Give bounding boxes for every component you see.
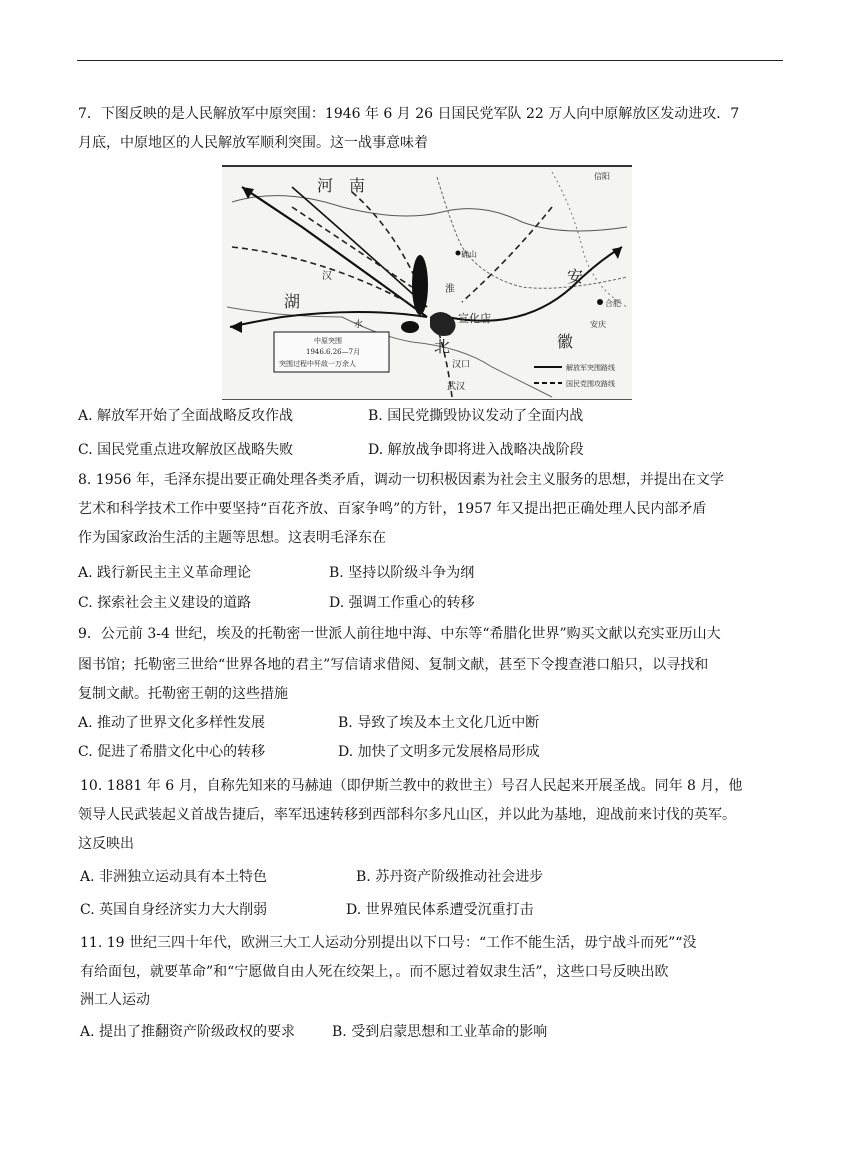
breakout-arrow-north — [292, 187, 427, 307]
header-rule — [77, 60, 783, 61]
label-jiangshan: 确山 — [461, 250, 477, 259]
kmt-arrow-north — [292, 207, 412, 287]
label-anhui-1: 安 — [567, 267, 584, 286]
annotation-line3: 突围过程中歼敌一万余人 — [279, 360, 356, 368]
q9-option-d: D. 加快了文明多元发展格局形成 — [338, 744, 540, 760]
q9-option-c: C. 促进了希腊文化中心的转移 — [78, 744, 266, 760]
province-border — [552, 172, 627, 307]
q10-option-c: C. 英国自身经济实力大大削弱 — [80, 902, 268, 918]
q8-option-c: C. 探索社会主义建设的道路 — [78, 595, 252, 611]
city-marker — [456, 251, 461, 256]
annotation-line2: 1946.6.26—7月 — [306, 348, 361, 356]
q11-stem-line1: 11. 19 世纪三四十年代，欧洲三大工人运动分别提出以下口号：“工作不能生活，毋宁战斗而死”“没 — [80, 935, 697, 951]
label-hefei: 合肥 — [605, 299, 621, 308]
q9-stem-line1: 9．公元前 3-4 世纪，埃及的托勒密一世派人前往地中海、中东等“希腊化世界”购买文献以充实亚历山大 — [78, 626, 721, 642]
q10-stem-line3: 这反映出 — [78, 836, 134, 852]
province-border — [437, 177, 627, 288]
label-henan: 河 南 — [317, 176, 366, 195]
label-han: 汉 — [322, 271, 332, 282]
q10-option-b: B. 苏丹资产阶级推动社会进步 — [356, 869, 544, 885]
encircled-area — [412, 255, 428, 315]
label-hubei-1: 湖 — [284, 292, 301, 311]
city-marker — [597, 299, 603, 305]
q9-option-a: A. 推动了世界文化多样性发展 — [78, 715, 266, 731]
zhongyuan-breakout-map — [222, 165, 632, 400]
river-line — [232, 196, 627, 231]
q11-stem-line3: 洲工人运动 — [80, 992, 150, 1008]
label-shui: 水 — [354, 320, 364, 330]
xuanhuadian-zone — [430, 312, 456, 336]
encircled-area — [401, 321, 419, 333]
q11-option-a: A. 提出了推翻资产阶级政权的要求 — [80, 1024, 296, 1040]
q7-stem-line1: 7．下图反映的是人民解放军中原突围：1946 年 6 月 26 日国民党军队 22 万人向中原解放区发动进攻．7 — [78, 106, 740, 122]
legend-label-1: 解放军突围路线 — [566, 364, 615, 372]
kmt-arrow-west — [232, 247, 407, 302]
label-hubei-2: 北 — [434, 337, 451, 356]
q10-option-d: D. 世界殖民体系遭受沉重打击 — [346, 902, 534, 918]
annotation-line1: 中原突围 — [314, 337, 342, 345]
q8-stem-line2: 艺术和科学技术工作中要坚持“百花齐放、百家争鸣”的方针，1957 年又提出把正确处理人民内部矛盾 — [78, 501, 707, 517]
label-wuhan: 武汉 — [447, 382, 466, 392]
q9-stem-line3: 复制文献。托勒密王朝的这些措施 — [78, 686, 288, 702]
q10-stem-line1: 10. 1881 年 6 月，自称先知来的马赫迪（即伊斯兰教中的救世主）号召人民起来开展圣战。同年 8 月，他 — [80, 778, 743, 794]
q8-stem-line3: 作为国家政治生活的主题等思想。这表明毛泽东在 — [78, 530, 386, 546]
legend-label-2: 国民党围攻路线 — [566, 380, 615, 388]
label-anhui-2: 徽 — [557, 332, 574, 351]
label-hankou: 汉口 — [452, 360, 471, 370]
q8-option-b: B. 坚持以阶级斗争为纲 — [329, 565, 475, 581]
q7-option-a: A. 解放军开始了全面战略反攻作战 — [78, 408, 294, 424]
q8-stem-line1: 8. 1956 年，毛泽东提出要正确处理各类矛盾，调动一切积极因素为社会主义服务的思想，并提出在文学 — [78, 472, 724, 488]
q7-stem-line2: 月底，中原地区的人民解放军顺利突围。这一战事意味着 — [78, 135, 428, 151]
label-xuanhuadian: 宣化店 — [458, 312, 491, 325]
q8-option-d: D. 强调工作重心的转移 — [329, 595, 475, 611]
label-huai: 淮 — [445, 284, 455, 295]
q9-option-b: B. 导致了埃及本土文化几近中断 — [338, 715, 540, 731]
q10-stem-line2: 领导人民武装起义首战告捷后，率军迅速转移到西部科尔多凡山区，并以此为基地，迎战前来讨伐的英军。 — [78, 807, 736, 823]
breakout-arrow-southwest — [230, 312, 427, 327]
q10-option-a: A. 非洲独立运动具有本土特色 — [80, 869, 268, 885]
q7-option-b: B. 国民党撕毁协议发动了全面内战 — [368, 408, 584, 424]
q9-stem-line2: 图书馆；托勒密三世给“世界各地的君主”写信请求借阅、复制文献，甚至下令搜查港口船只，以寻找和 — [78, 657, 709, 673]
label-anqing: 安庆 — [590, 320, 606, 329]
q7-option-d: D. 解放战争即将进入战略决战阶段 — [368, 442, 584, 458]
q7-option-c: C. 国民党重点进攻解放区战略失败 — [78, 442, 294, 458]
label-xinyang: 信阳 — [594, 172, 610, 181]
q11-option-b: B. 受到启蒙思想和工业革命的影响 — [332, 1024, 548, 1040]
q8-option-a: A. 践行新民主主义革命理论 — [78, 565, 252, 581]
q11-stem-line2: 有给面包，就要革命”和“宁愿做自由人死在绞架上，。而不愿过着奴隶生活”，这些口号反映出欧 — [80, 964, 669, 980]
